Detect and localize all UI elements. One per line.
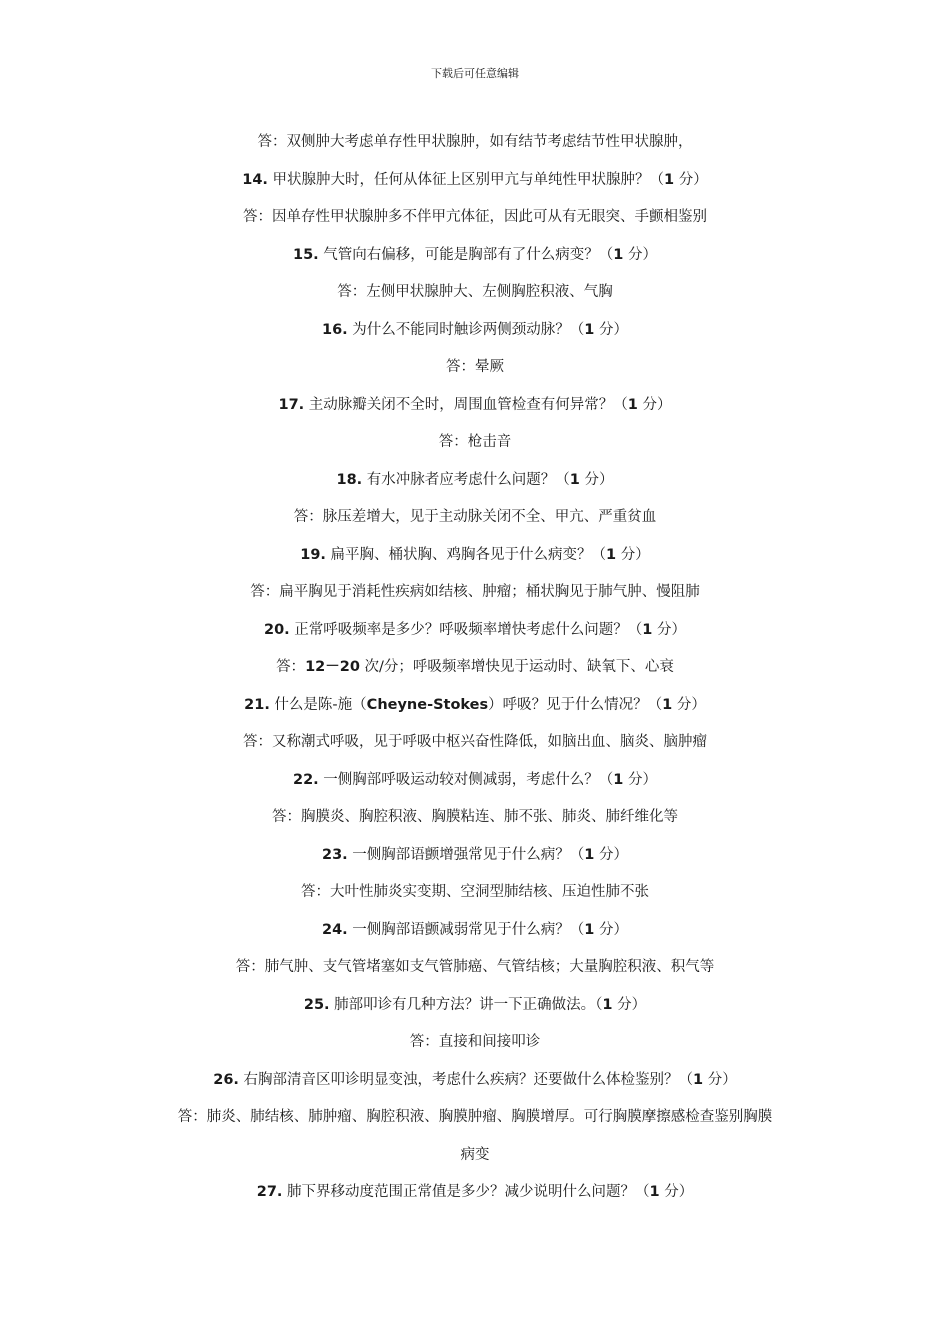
answer-text: 次/分；呼吸频率增快见于运动时、缺氧下、心衰 [359, 659, 674, 675]
answer-17: 答：枪击音 [438, 434, 512, 450]
question-text: 肺下界移动度范围正常值是多少？减少说明什么问题？（ [282, 1184, 650, 1200]
question-score-unit: 分） [623, 246, 657, 263]
question-19 [120, 537, 830, 575]
question-20 [120, 612, 830, 650]
answer-26-continued: 病变 [460, 1146, 490, 1163]
question-score: 1 [662, 696, 673, 713]
question-text: 为什么不能同时触诊两侧颈动脉？（ [347, 321, 585, 338]
question-15 [120, 237, 830, 275]
page-header: 下载后可任意编辑 [431, 67, 519, 80]
answer-15: 答：左侧甲状腺肿大、左侧胸腔积液、气胸 [337, 284, 613, 300]
question-score-unit: 分） [674, 171, 708, 188]
question-score-unit: 分） [637, 396, 672, 413]
question-text: 右胸部清音区叩诊明显变浊，考虑什么疾病？还要做什么体检鉴别？（ [238, 1071, 694, 1088]
question-number: 24. [322, 921, 348, 938]
question-score: 1 [649, 1184, 660, 1200]
document-body [120, 124, 830, 1212]
question-text: 有水冲脉者应考虑什么问题？（ [362, 471, 570, 488]
question-score-unit: 分） [612, 996, 647, 1013]
question-score: 1 [627, 396, 638, 413]
answer-20 [120, 649, 830, 687]
question-score: 1 [602, 996, 613, 1013]
question-text: 甲状腺肿大时，任何从体征上区别甲亢与单纯性甲状腺肿？（ [267, 171, 665, 188]
answer-25: 答：直接和间接叩诊 [409, 1034, 541, 1050]
question-text: 气管向右偏移，可能是胸部有了什么病变？（ [318, 246, 614, 263]
question-number: 15. [293, 246, 319, 263]
question-text: 正常呼吸频率是多少？呼吸频率增快考虑什么问题？（ [289, 621, 643, 638]
question-score-unit: 分） [594, 921, 628, 938]
question-24 [120, 912, 830, 950]
answer-13-line: 答：双侧肿大考虑单存性甲状腺肿，如有结节考虑结节性甲状腺肿， [257, 134, 693, 150]
question-27 [120, 1174, 830, 1212]
question-16 [120, 312, 830, 350]
answer-value: 12－20 [305, 659, 360, 675]
answer-23: 答：大叶性肺炎实变期、空洞型肺结核、压迫性肺不张 [301, 884, 649, 900]
answer-16: 答：晕厥 [446, 359, 504, 375]
question-score: 1 [584, 921, 595, 938]
question-number: 18. [336, 471, 363, 488]
question-text: 什么是陈-施（ [269, 696, 367, 713]
question-score-unit: 分） [672, 696, 706, 713]
question-text: 肺部叩诊有几种方法？讲一下正确做法。（ [329, 996, 603, 1013]
question-score-unit: 分） [594, 846, 628, 863]
question-score-unit: 分） [579, 471, 614, 488]
question-number: 26. [213, 1071, 239, 1088]
question-14 [120, 162, 830, 200]
question-18 [120, 462, 830, 500]
question-score: 1 [693, 1071, 704, 1088]
question-score: 1 [613, 246, 624, 263]
answer-19: 答：扁平胸见于消耗性疾病如结核、肿瘤；桶状胸见于肺气肿、慢阻肺 [250, 584, 700, 600]
question-text: 一侧胸部语颤减弱常见于什么病？（ [347, 921, 585, 938]
question-score: 1 [569, 471, 580, 488]
question-score-unit: 分） [652, 621, 686, 638]
question-score-unit: 分） [703, 1071, 737, 1088]
question-number: 19. [300, 546, 326, 563]
question-21 [120, 687, 830, 725]
answer-21: 答：又称潮式呼吸，见于呼吸中枢兴奋性降低，如脑出血、脑炎、脑肿瘤 [243, 734, 707, 750]
question-text: 扁平胸、桶状胸、鸡胸各见于什么病变？（ [325, 546, 607, 563]
question-number: 25. [303, 996, 330, 1013]
answer-24: 答：肺气肿、支气管堵塞如支气管肺癌、气管结核；大量胸腔积液、积气等 [235, 959, 715, 975]
answer-26: 答：肺炎、肺结核、肺肿瘤、胸腔积液、胸膜肿瘤、胸膜增厚。可行胸膜摩擦感检查鉴别胸膜 [177, 1109, 773, 1125]
question-score: 1 [613, 771, 624, 788]
question-score: 1 [584, 846, 595, 863]
question-17 [120, 387, 830, 425]
question-score: 1 [664, 171, 675, 188]
question-score-unit: 分） [616, 546, 650, 563]
question-number: 23. [322, 846, 348, 863]
question-23 [120, 837, 830, 875]
question-number: 16. [322, 321, 348, 338]
question-number: 22. [293, 771, 319, 788]
question-text-cont: ）呼吸？见于什么情况？（ [488, 696, 663, 713]
question-score-unit: 分） [623, 771, 657, 788]
answer-18: 答：脉压差增大，见于主动脉关闭不全、甲亢、严重贫血 [293, 509, 657, 525]
question-score: 1 [606, 546, 617, 563]
question-text: 一侧胸部呼吸运动较对侧减弱，考虑什么？（ [318, 771, 614, 788]
question-term: Cheyne-Stokes [366, 696, 489, 713]
question-number: 27. [256, 1184, 283, 1200]
question-score: 1 [642, 621, 653, 638]
question-score-unit: 分） [594, 321, 628, 338]
question-number: 21. [244, 696, 270, 713]
question-text: 主动脉瓣关闭不全时，周围血管检查有何异常？（ [304, 396, 628, 413]
question-number: 14. [242, 171, 268, 188]
answer-14: 答：因单存性甲状腺肿多不伴甲亢体征，因此可从有无眼突、手颤相鉴别 [243, 209, 707, 225]
question-25 [120, 987, 830, 1025]
question-score: 1 [584, 321, 595, 338]
question-number: 17. [278, 396, 305, 413]
question-number: 20. [264, 621, 290, 638]
answer-prefix: 答： [276, 659, 306, 675]
answer-22: 答：胸膜炎、胸腔积液、胸膜粘连、肺不张、肺炎、肺纤维化等 [272, 809, 678, 825]
question-text: 一侧胸部语颤增强常见于什么病？（ [347, 846, 585, 863]
question-26 [120, 1062, 830, 1100]
question-score-unit: 分） [659, 1184, 694, 1200]
question-22 [120, 762, 830, 800]
